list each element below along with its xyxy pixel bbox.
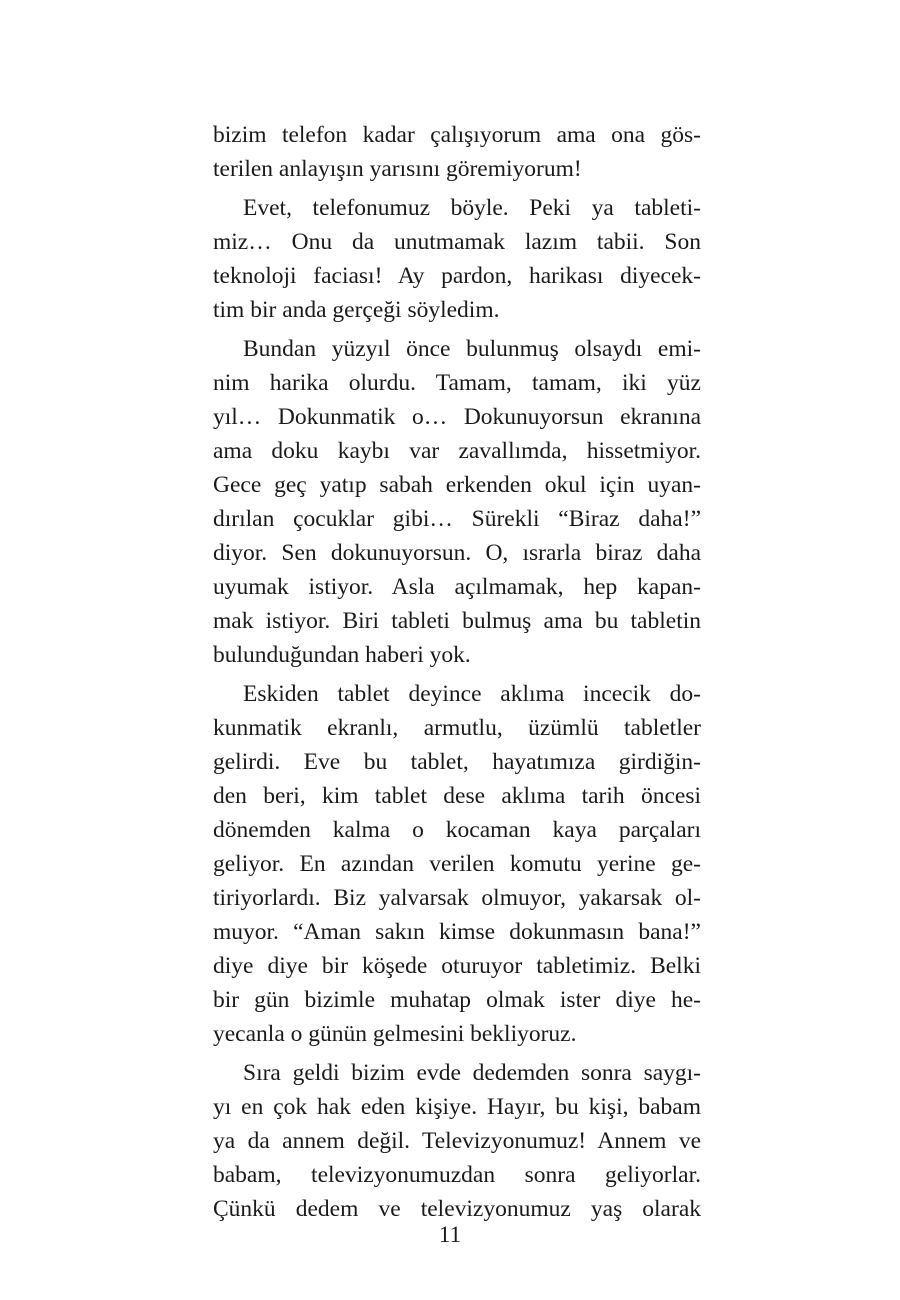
- text-line: Evet, telefonumuz böyle. Peki ya tableti-: [243, 195, 701, 221]
- text-line: dönemden kalma o kocaman kaya parçaları: [213, 817, 701, 843]
- text-line: babam, televizyonumuzdan sonra geliyorlar.: [213, 1162, 701, 1188]
- text-line: bulunduğundan haberi yok.: [213, 642, 471, 668]
- text-line: gelirdi. Eve bu tablet, hayatımıza girdiğin-: [213, 749, 701, 775]
- text-line: miz… Onu da unutmamak lazım tabii. Son: [213, 229, 701, 255]
- text-line: diyor. Sen dokunuyorsun. O, ısrarla biraz daha: [213, 540, 701, 566]
- text-line: Sıra geldi bizim evde dedemden sonra saygı-: [243, 1060, 701, 1086]
- text-line: geliyor. En azından verilen komutu yerine ge-: [213, 851, 701, 877]
- text-line: bir gün bizimle muhatap olmak ister diye he-: [213, 987, 701, 1013]
- text-line: mak istiyor. Biri tableti bulmuş ama bu tabletin: [213, 608, 701, 634]
- text-line: tiriyorlardı. Biz yalvarsak olmuyor, yakarsak ol-: [213, 885, 701, 911]
- paragraph-5: [213, 1056, 701, 1226]
- text-line: yı en çok hak eden kişiye. Hayır, bu kişi, babam: [213, 1094, 701, 1120]
- paragraph-2: [213, 191, 701, 327]
- paragraph-4: [213, 677, 701, 1051]
- page-number: 11: [438, 1222, 462, 1247]
- text-line: yecanla o günün gelmesini bekliyoruz.: [213, 1021, 577, 1047]
- text-line: ya da annem değil. Televizyonumuz! Annem ve: [213, 1128, 701, 1154]
- text-line: teknoloji faciası! Ay pardon, harikası diyecek-: [213, 263, 701, 289]
- paragraph-3: [213, 332, 701, 672]
- text-line: tim bir anda gerçeği söyledim.: [213, 297, 500, 323]
- text-line: terilen anlayışın yarısını göremiyorum!: [213, 156, 582, 182]
- body-text: [213, 118, 701, 1231]
- text-line: Çünkü dedem ve televizyonumuz yaş olarak: [213, 1196, 701, 1222]
- text-line: Bundan yüzyıl önce bulunmuş olsaydı emi-: [243, 336, 701, 362]
- text-line: muyor. “Aman sakın kimse dokunmasın bana!”: [213, 919, 701, 945]
- text-line: Eskiden tablet deyince aklıma incecik do-: [243, 681, 701, 707]
- text-line: uyumak istiyor. Asla açılmamak, hep kapan-: [213, 574, 701, 600]
- text-line: yıl… Dokunmatik o… Dokunuyorsun ekranına: [213, 404, 701, 430]
- text-line: den beri, kim tablet dese aklıma tarih öncesi: [213, 783, 701, 809]
- paragraph-1: [213, 118, 701, 186]
- text-line: ama doku kaybı var zavallımda, hissetmiyor.: [213, 438, 701, 464]
- text-line: diye diye bir köşede oturuyor tabletimiz. Belki: [213, 953, 701, 979]
- text-line: Gece geç yatıp sabah erkenden okul için uyan-: [213, 472, 701, 498]
- text-line: dırılan çocuklar gibi… Sürekli “Biraz daha!”: [213, 506, 701, 532]
- text-line: kunmatik ekranlı, armutlu, üzümlü tabletler: [213, 715, 701, 741]
- text-line: nim harika olurdu. Tamam, tamam, iki yüz: [213, 370, 701, 396]
- text-line: bizim telefon kadar çalışıyorum ama ona gös-: [213, 122, 701, 148]
